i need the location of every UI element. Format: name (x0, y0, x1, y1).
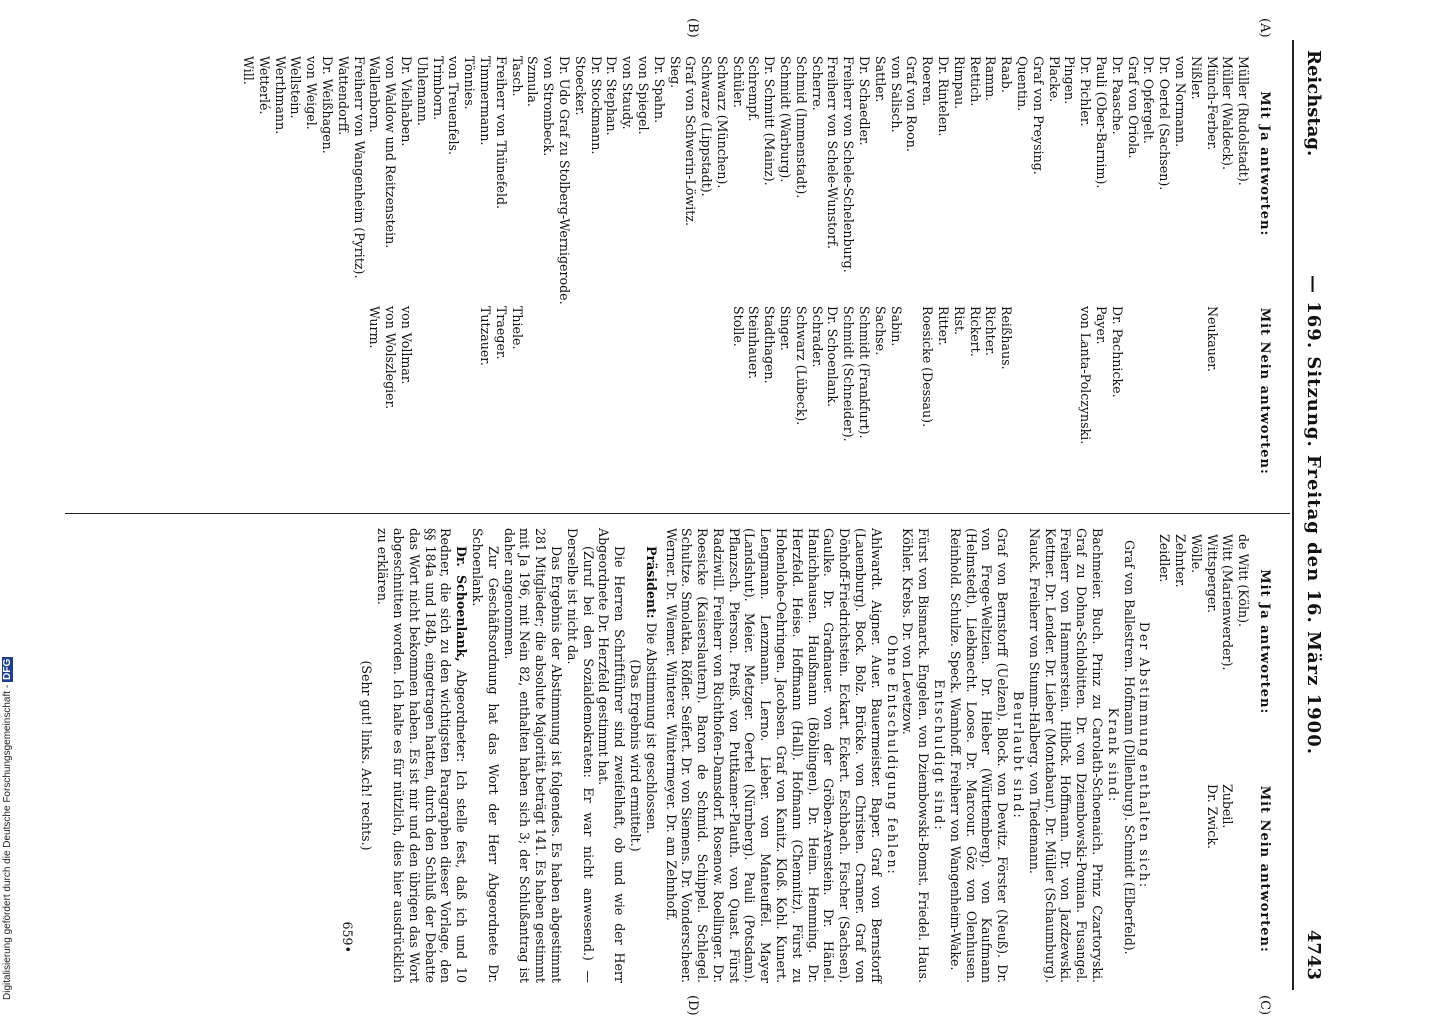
yes-vote-name: Wallenborn. (367, 56, 383, 133)
sick-text: Bachmeier. Buch. Prinz zu Carolath-Schoenaich. Prinz Czartoryski. Graf zu Dohna-Schlobitten. Dr. von Dziembowski-Pomian. Fusangel. Freiherr von Hammerstein. Hilbck. Hoffmann. Dr. von Jazdzewski. Kettner. Dr. Lender. Dr. Lieber (Montabaur). Dr. Müller (Schaumburg). Nauck. Freiherr von Stumm-Halberg. von Tiedemann. (1026, 528, 1106, 983)
vote-row (904, 50, 920, 505)
yes-vote-name: Graf von Roon. (904, 56, 920, 152)
dfg-logo: DFG (2, 658, 13, 680)
no-vote-name (1141, 306, 1157, 505)
no-vote-name (303, 306, 319, 505)
no-vote-name (430, 306, 446, 505)
no-vote-name: Rickert. (967, 306, 983, 357)
no-vote-name: Payer. (1094, 306, 1110, 345)
paragraph-2: Das Ergebnis der Abstimmung ist folgendes. Es haben abgestimmt 281 Mitglieder; die absolute Majorität beträgt 141. Es haben gestimmt mit Ja 196, mit Nein 82, enthalten haben sich 3; der Schlußantrag ist daher angenommen. (501, 528, 564, 983)
vote-row (998, 50, 1014, 505)
no-vote-name (1046, 306, 1062, 505)
vote-row (446, 50, 462, 505)
no-vote-name: Schwarz (Lübeck). (793, 306, 809, 426)
left-column (240, 50, 1272, 505)
vote-row (935, 50, 951, 505)
yes-vote-name: Münch-Ferber. (1204, 56, 1220, 151)
yes-vote-name: Dr. Rintelen. (936, 56, 952, 137)
yes-vote-name: von Normann. (1173, 56, 1189, 148)
yes-vote-name: Wellstein. (288, 56, 304, 119)
marker-b: (B) (685, 18, 700, 38)
yes-vote-name: von Treuenfels. (446, 56, 462, 155)
vote-table-header-right (1256, 528, 1272, 983)
yes-vote-name: Zehnter. (1173, 534, 1189, 588)
yes-vote-name: Rimpau. (951, 56, 967, 110)
no-vote-name: Reißhaus. (999, 306, 1015, 370)
marker-d: (D) (685, 995, 700, 1016)
yes-vote-name: Sattler. (872, 56, 888, 103)
no-vote-name (1030, 306, 1046, 505)
vote-row (1014, 50, 1030, 505)
yes-vote-name: Trimborn. (430, 56, 446, 121)
leave-heading: Beurlaubt sind: (1011, 691, 1027, 820)
no-vote-name: Schmidt (Schneider). (841, 306, 857, 442)
yes-vote-name: Quentin. (1015, 56, 1031, 112)
vote-row (1172, 528, 1188, 983)
no-vote-name (604, 306, 620, 505)
no-vote-name: Traeger. (493, 306, 509, 360)
vote-row (714, 50, 730, 505)
no-vote-name (904, 306, 920, 505)
no-vote-name: Ritter. (936, 306, 952, 346)
no-vote-name (461, 306, 477, 505)
yes-vote-name: Schrempf. (746, 56, 762, 122)
right-column (339, 528, 1272, 983)
yes-vote-name: Dr. Oertel (Sachsen). (1157, 56, 1173, 191)
no-vote-name (540, 306, 556, 505)
vote-row (572, 50, 588, 505)
vote-row (856, 50, 872, 505)
vote-row (1172, 50, 1188, 505)
president-text: Die Abstimmung ist geschlossen. (643, 622, 659, 834)
president-label: Präsident: (643, 546, 659, 619)
no-vote-name (240, 306, 256, 505)
vote-row (651, 50, 667, 505)
header-center: — 169. Sitzung. Freitag den 16. März 1900. (1303, 274, 1324, 755)
no-vote-name: Rist. (951, 306, 967, 336)
speaker-text: Abgeordneter: Ich stelle fest, daß ich und 10 Redner, die sich zu den wichtigsten Paragraphen dieser Vorlage, den §§ 184a und 184b, eingetragen hatten, durch den Schluß der Debatte das Wort nicht bekommen haben. Es ist mir und den übrigen das Wort abgeschnitten worden. Ich halte es für nützlich, dies hier ausdrücklich zu erklären. (375, 528, 470, 983)
yes-vote-name: Dr. Weißhagen. (319, 56, 335, 154)
yes-vote-name: Dr. Schaedler. (857, 56, 873, 146)
vote-table-right (1156, 528, 1251, 983)
no-vote-name (1062, 306, 1078, 505)
rotated-document-page (60, 18, 1330, 1016)
vote-row (272, 50, 288, 505)
vote-row (1204, 528, 1220, 983)
no-vote-name (1172, 306, 1188, 505)
yes-heading-right: Mit Ja antworten: (1257, 569, 1272, 715)
vote-row (825, 50, 841, 505)
no-vote-name (525, 306, 541, 505)
yes-vote-name: von Staudy. (620, 56, 636, 130)
vote-row (1156, 528, 1172, 983)
yes-vote-name: Dr. Schmitt (Mainz). (762, 56, 778, 186)
vote-row (1188, 528, 1204, 983)
vote-row (1235, 50, 1251, 505)
no-vote-name: Stadthagen. (762, 306, 778, 384)
absent-text: Ahlwardt. Aigner. Auer. Bauermeister. Baper. Graf von Bernstorff (Lauenburg). Bock. Bolz. Brücke. von Christen. Cramer. Graf von Dönhoff-Friedrichstein. Eckart. Eckert. Eschbach. Fischer (Sachsen). Gaulke. Dr. Gradnauer. von der Gröben-Arenstein. Dr. Hänel. Hanichhausen. Haußmann (Böblingen). Dr. Heim. Hemming. Dr. Herzfeld. Heise. Hoffmann (Hall). Hofmann (Chemnitz). Fürst zu Hohenlohe-Oehringen. Jacobsen. Graf von Kanitz. Kloß. Kohl. Kunert. Lengmann. Lenzmann. Lerno. Lieber. von Manteuffel. Mayer (Landshut). Meier. Metzger. Oertel (Nürnberg). Pauli (Potsdam). Pflanzsch. Pierson. Preiß. von Puttkamer-Plauth. von Quast. Fürst Radziwill. Freiherr von Richthofen-Damsdorf. Rosenow. Roellinger. Dr. Roesicke (Kaiserslautern). Baron de Schmid. Schippel. Schlegel. Schultze. Smolatka. Röfler. Seifert. Dr. von Siemens. Dr. Vonderscheer. Werner. Dr. Wiemer. Winterer. Wintermeyer. Dr. am Zehnhoff. (663, 528, 884, 983)
vote-row (1188, 50, 1204, 505)
vote-row (730, 50, 746, 505)
vote-row (667, 50, 683, 505)
vote-row (540, 50, 556, 505)
abstain-heading: Der Abstimmung enthalten sich: (1137, 621, 1153, 890)
no-vote-name (1125, 306, 1141, 505)
no-vote-name (572, 306, 588, 505)
yes-vote-name: Scherre. (809, 56, 825, 111)
page-header (1294, 40, 1330, 990)
yes-vote-name: Müller (Rudolstadt). (1236, 56, 1252, 186)
yes-vote-name: Placke. (1046, 56, 1062, 103)
yes-vote-name: Wetterlé. (256, 56, 272, 115)
yes-vote-name: Sieg. (667, 56, 683, 89)
yes-vote-name: Graf von Oriola. (1125, 56, 1141, 159)
vote-row (1220, 528, 1236, 983)
vote-row (1220, 50, 1236, 505)
yes-vote-name: Schwarz (München). (714, 56, 730, 189)
yes-vote-name: Schwarze (Lippstadt). (699, 56, 715, 197)
no-vote-name (667, 306, 683, 505)
vote-row (1109, 50, 1125, 505)
vote-row (588, 50, 604, 505)
vote-row (951, 50, 967, 505)
yes-vote-name: Rettich. (967, 56, 983, 107)
yes-vote-name: Graf von Schwerin-Löwitz. (683, 56, 699, 226)
digitization-note (2, 657, 13, 1000)
column-divider (65, 513, 1290, 514)
president-paragraph (643, 528, 659, 983)
vote-row (556, 50, 572, 505)
yes-vote-name: Nißler. (1188, 56, 1204, 100)
no-vote-name (446, 306, 462, 505)
no-vote-name (1235, 306, 1251, 505)
vote-row (351, 50, 367, 505)
yes-vote-name: Schmid (Immenstadt). (793, 56, 809, 199)
abstain-text: Graf von Ballestrem. Hofmann (Dillenburg). Schmidt (Elberfeld). (1121, 540, 1137, 955)
yes-vote-name: Ramm. (983, 56, 999, 102)
no-vote-name: Neukauer. (1204, 306, 1220, 372)
absent-heading: Ohne Entschuldigung fehlen: (884, 635, 900, 876)
speaker-paragraph (374, 528, 469, 983)
yes-heading: Mit Ja antworten: (1257, 91, 1272, 237)
vote-row (762, 50, 778, 505)
no-vote-name (651, 306, 667, 505)
vote-row (477, 50, 493, 505)
vote-row (840, 50, 856, 505)
no-vote-name (1172, 784, 1188, 983)
vote-row (888, 50, 904, 505)
vote-row (398, 50, 414, 505)
vote-row (303, 50, 319, 505)
yes-vote-name: Raab. (999, 56, 1015, 93)
vote-row (1235, 528, 1251, 983)
marker-c: (C) (1257, 995, 1272, 1016)
yes-vote-name: de Witt (Köln). (1236, 534, 1252, 628)
no-vote-name: Sabin. (888, 306, 904, 347)
result-note: (Das Ergebnis wird ermittelt.) (627, 659, 643, 852)
yes-vote-name: Wattendorff. (335, 56, 351, 136)
vote-row (746, 50, 762, 505)
no-vote-name: Singer. (778, 306, 794, 351)
yes-vote-name: Szmula. (525, 56, 541, 107)
marker-a: (A) (1257, 18, 1272, 38)
no-vote-name: Dr. Zwick. (1204, 784, 1220, 849)
vote-row (683, 50, 699, 505)
paragraph-3: Zur Geschäftsordnung hat das Wort der Herr Abgeordnete Dr. Schoenlank. (469, 528, 501, 983)
yes-vote-name: Müller (Waldeck). (1220, 56, 1236, 170)
vote-row (382, 50, 398, 505)
vote-row (777, 50, 793, 505)
no-vote-name: Steinhauer. (746, 306, 762, 380)
no-vote-name: Schrader. (809, 306, 825, 368)
page-number: 4743 (1303, 929, 1324, 980)
vote-row (335, 50, 351, 505)
yes-vote-name: von Weigel. (304, 56, 320, 130)
leave-text: Graf von Bernstorff (Uelzen). Block. von Dewitz. Förster (Neuß). Dr. von Frege-Weltzien. Dr. Hieber (Württemberg). von Kaufmann (Helmstedt). Liebknecht. Loose. Dr. Marcour. Göz von Olenhusen. Reinhold. Schulze. Speck. Wamhoff. Freiherr von Wangenheim-Wake. (947, 528, 1011, 983)
yes-vote-name: Will. (241, 56, 256, 85)
no-vote-name: Roesicke (Dessau). (920, 306, 936, 428)
no-vote-name: Zubeil. (1220, 784, 1236, 829)
yes-vote-name: Tönnies. (462, 56, 478, 110)
no-vote-name (351, 306, 367, 505)
vote-row (698, 50, 714, 505)
vote-row (461, 50, 477, 505)
vote-row (414, 50, 430, 505)
no-vote-name: Richter. (983, 306, 999, 356)
header-left: Reichstag. (1303, 50, 1324, 157)
no-vote-name (619, 306, 635, 505)
yes-vote-name: Dr. Vielhaben. (398, 56, 414, 147)
yes-vote-name: Schüler. (730, 56, 746, 109)
no-vote-name: Stolle. (730, 306, 746, 347)
page-mark: 659• (339, 921, 355, 953)
yes-vote-name: Wittsperger. (1204, 534, 1220, 614)
no-vote-name (335, 306, 351, 505)
yes-vote-name: Freiherr von Wangenheim (Pyritz). (351, 56, 367, 279)
vote-row (1204, 50, 1220, 505)
yes-vote-name: Dr. Stockmann. (588, 56, 604, 155)
vote-row (1077, 50, 1093, 505)
vote-row (619, 50, 635, 505)
paragraph-1: Die Herren Schriftführer sind zweifelhaft, ob und wie der Herr Abgeordnete Dr. Herzfeld gestimmt hat. (596, 528, 628, 983)
no-vote-name: Sachse. (872, 306, 888, 356)
vote-row (288, 50, 304, 505)
vote-row (919, 50, 935, 505)
vote-row (809, 50, 825, 505)
yes-vote-name: Dr. Opfergelt. (1141, 56, 1157, 144)
no-vote-name (714, 306, 730, 505)
no-vote-name: Dr. Schoenlank. (825, 306, 841, 407)
yes-vote-name: Timmermann. (477, 56, 493, 146)
vote-row (983, 50, 999, 505)
no-vote-name (272, 306, 288, 505)
no-vote-name (588, 306, 604, 505)
vote-row (525, 50, 541, 505)
no-vote-name (288, 306, 304, 505)
header-rule (1292, 40, 1294, 990)
no-vote-name (698, 306, 714, 505)
yes-vote-name: Dr. Paasche. (1109, 56, 1125, 135)
no-vote-name (1014, 306, 1030, 505)
yes-vote-name: Witt (Marienwerder). (1220, 534, 1236, 671)
yes-vote-name: Freiherr von Schele-Wunstorf. (825, 56, 841, 249)
no-vote-name: Dr. Pachnicke. (1109, 306, 1125, 398)
speaker-label: Dr. Schoenlank, (454, 546, 470, 662)
no-vote-name (683, 306, 699, 505)
vote-row (319, 50, 335, 505)
vote-row (872, 50, 888, 505)
no-vote-name (1235, 784, 1251, 983)
yes-vote-name: Graf von Preysing. (1030, 56, 1046, 175)
vote-table-header (1256, 50, 1272, 505)
excused-text: Fürst von Bismarck. Engelen. von Dziembowski-Bomst. Friedel. Haus. Köhler. Krebs. Dr. von Levetzow. (900, 528, 932, 983)
no-vote-name: von Lanta-Polczynski. (1078, 306, 1094, 445)
yes-vote-name: von Strombeck. (541, 56, 557, 157)
yes-vote-name: von Spiegel. (635, 56, 651, 135)
vote-row (1046, 50, 1062, 505)
no-vote-name (1156, 306, 1172, 505)
no-vote-name: Thiele. (509, 306, 525, 350)
no-vote-name (1188, 784, 1204, 983)
vote-row (430, 50, 446, 505)
no-vote-name: Tutzauer. (477, 306, 493, 366)
no-heading-right: Mit Nein antworten: (1257, 785, 1272, 953)
vote-row (509, 50, 525, 505)
vote-row (256, 50, 272, 505)
no-vote-name (1220, 306, 1236, 505)
yes-vote-name: Freiherr von Schele-Schelenburg. (841, 56, 857, 273)
digitization-text: Digitalisierung gefördert durch die Deutsche Forschungsgemeinschaft - (2, 684, 13, 1000)
no-vote-name: von Wolszlegier. (383, 306, 399, 410)
yes-vote-name: Zeidler. (1157, 534, 1173, 583)
yes-vote-name: Wölle. (1188, 534, 1204, 574)
vote-row (635, 50, 651, 505)
yes-vote-name: Dr. Udo Graf zu Stolberg-Wernigerode. (556, 56, 572, 305)
vote-table (240, 50, 1251, 505)
vote-row (1125, 50, 1141, 505)
vote-row (1141, 50, 1157, 505)
vote-row (240, 50, 256, 505)
yes-vote-name: Werthmann. (272, 56, 288, 135)
no-vote-name (256, 306, 272, 505)
vote-row (967, 50, 983, 505)
vote-row (604, 50, 620, 505)
vote-row (793, 50, 809, 505)
sick-heading: Krank sind: (1105, 707, 1121, 804)
vote-row (1030, 50, 1046, 505)
yes-vote-name: Schmidt (Warburg). (778, 56, 794, 183)
no-vote-name (556, 306, 572, 505)
vote-row (1093, 50, 1109, 505)
yes-vote-name: Tasch. (509, 56, 525, 97)
vote-row (1062, 50, 1078, 505)
no-vote-name: Schmidt (Frankfurt). (857, 306, 873, 439)
vote-row (493, 50, 509, 505)
no-vote-name (1188, 306, 1204, 505)
yes-vote-name: Freiherr von Thünefeld. (493, 56, 509, 210)
closing-note: (Sehr gut! links. Ach! rechts.) (359, 660, 375, 851)
yes-vote-name: Pingen. (1062, 56, 1078, 105)
no-vote-name: von Vollmar. (398, 306, 414, 385)
yes-vote-name: Roeren. (920, 56, 936, 107)
yes-vote-name: Dr. Spahn. (651, 56, 667, 124)
no-vote-name (635, 306, 651, 505)
no-vote-name: Wurm. (367, 306, 383, 349)
no-heading: Mit Nein antworten: (1257, 307, 1272, 475)
yes-vote-name: von Waldow und Reitzenstein. (383, 56, 399, 249)
no-vote-name (414, 306, 430, 505)
vote-row (1156, 50, 1172, 505)
paragraph-1-note: (Zuruf bei den Sozialdemokraten: Er war nicht anwesend.) — Derselbe ist nicht da. (564, 528, 596, 983)
excused-heading: Entschuldigt sind: (932, 679, 948, 832)
yes-vote-name: Uhlemann. (414, 56, 430, 126)
yes-vote-name: Dr. Pichler. (1078, 56, 1094, 127)
yes-vote-name: Stoecker. (572, 56, 588, 116)
yes-vote-name: Pauli (Ober-Barnim). (1094, 56, 1110, 189)
yes-vote-name: von Salisch. (888, 56, 904, 133)
yes-vote-name: Dr. Stephan. (604, 56, 620, 136)
no-vote-name (319, 306, 335, 505)
no-vote-name (1156, 784, 1172, 983)
vote-row (367, 50, 383, 505)
